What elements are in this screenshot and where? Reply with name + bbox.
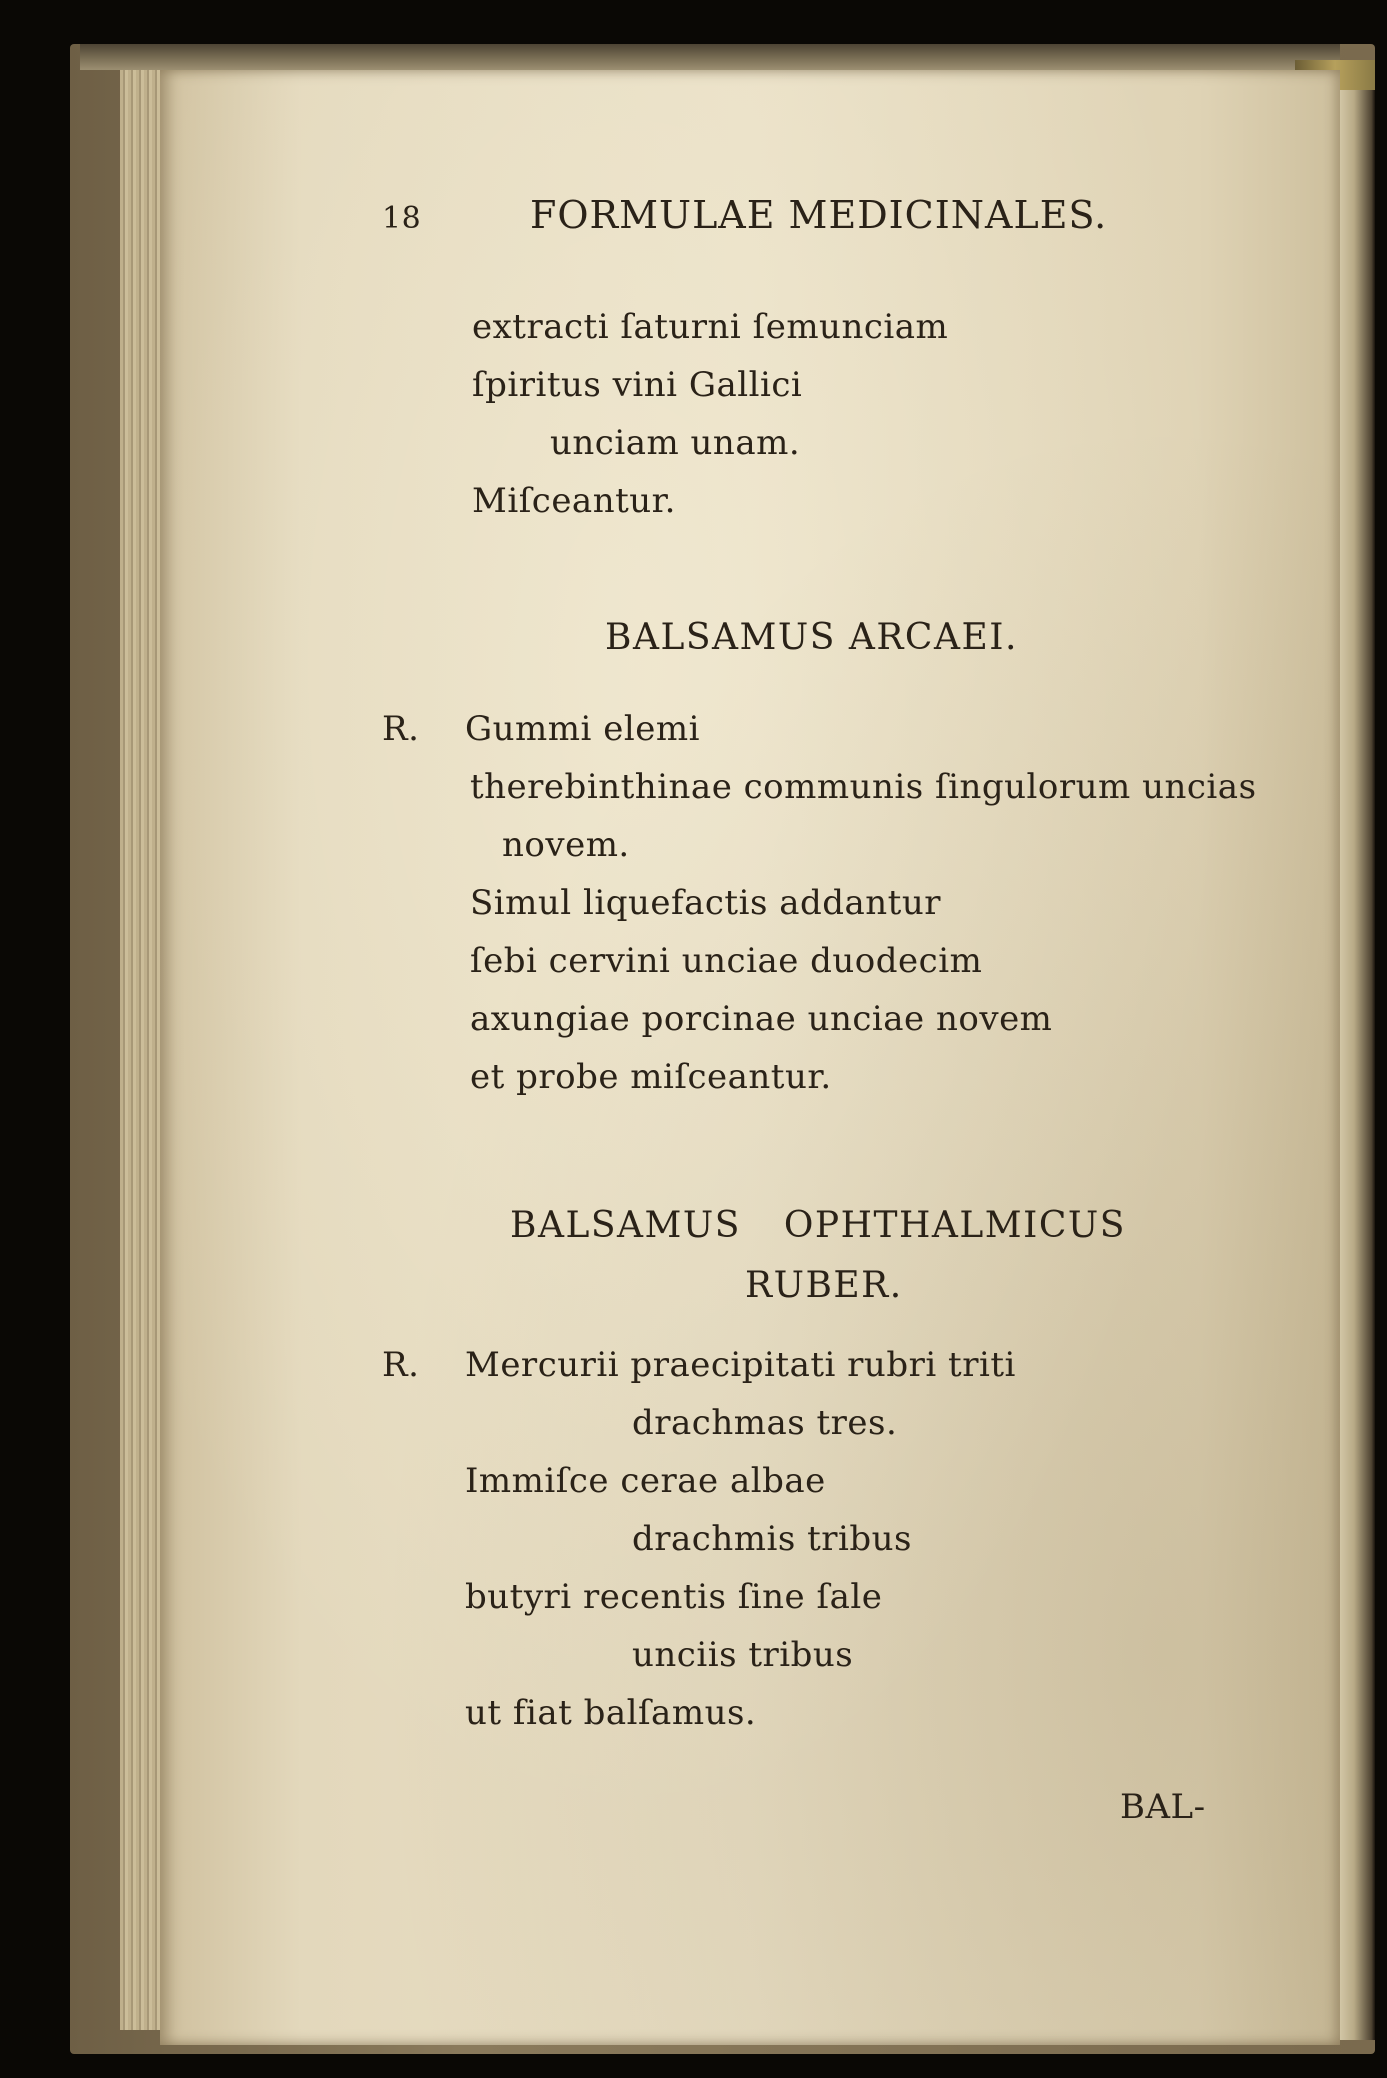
text-line: Miſceantur.: [472, 481, 676, 521]
text-line: ſebi cervini unciae duodecim: [470, 941, 983, 981]
section-title-continued: RUBER.: [745, 1265, 903, 1306]
running-title: FORMULAE MEDICINALES.: [530, 193, 1108, 237]
text-line: Immiſce cerae albae: [465, 1461, 826, 1501]
catchword: BAL-: [1120, 1787, 1206, 1827]
page-number: 18: [382, 201, 422, 236]
text-line: extracti ſaturni ſemunciam: [472, 307, 949, 347]
text-line: axungiae porcinae unciae novem: [470, 999, 1053, 1039]
section-title: BALSAMUS OPHTHALMICUS: [510, 1205, 1126, 1246]
page-gutter: [1340, 90, 1375, 2040]
text-line: unciam unam.: [550, 423, 801, 463]
section-title: BALSAMUS ARCAEI.: [605, 617, 1018, 658]
text-line: drachmis tribus: [632, 1519, 912, 1559]
text-line: butyri recentis ſine ſale: [465, 1577, 883, 1617]
text-line: ſpiritus vini Gallici: [472, 365, 803, 405]
text-line: novem.: [502, 825, 630, 865]
text-line: Simul liquefactis addantur: [470, 883, 941, 923]
text-line: unciis tribus: [632, 1635, 854, 1675]
page-stack-edges: [120, 70, 160, 2030]
text-line: Gummi elemi: [465, 709, 700, 749]
book-page: [160, 70, 1340, 2045]
text-line: Mercurii praecipitati rubri triti: [465, 1345, 1016, 1385]
text-line: et probe miſceantur.: [470, 1057, 832, 1097]
book-spine-top: [80, 44, 1340, 70]
recipe-mark: R.: [382, 709, 420, 749]
recipe-mark: R.: [382, 1345, 420, 1385]
text-line: ut fiat balſamus.: [465, 1693, 757, 1733]
text-line: drachmas tres.: [632, 1403, 898, 1443]
text-line: therebinthinae communis ſingulorum uncias: [470, 767, 1257, 807]
